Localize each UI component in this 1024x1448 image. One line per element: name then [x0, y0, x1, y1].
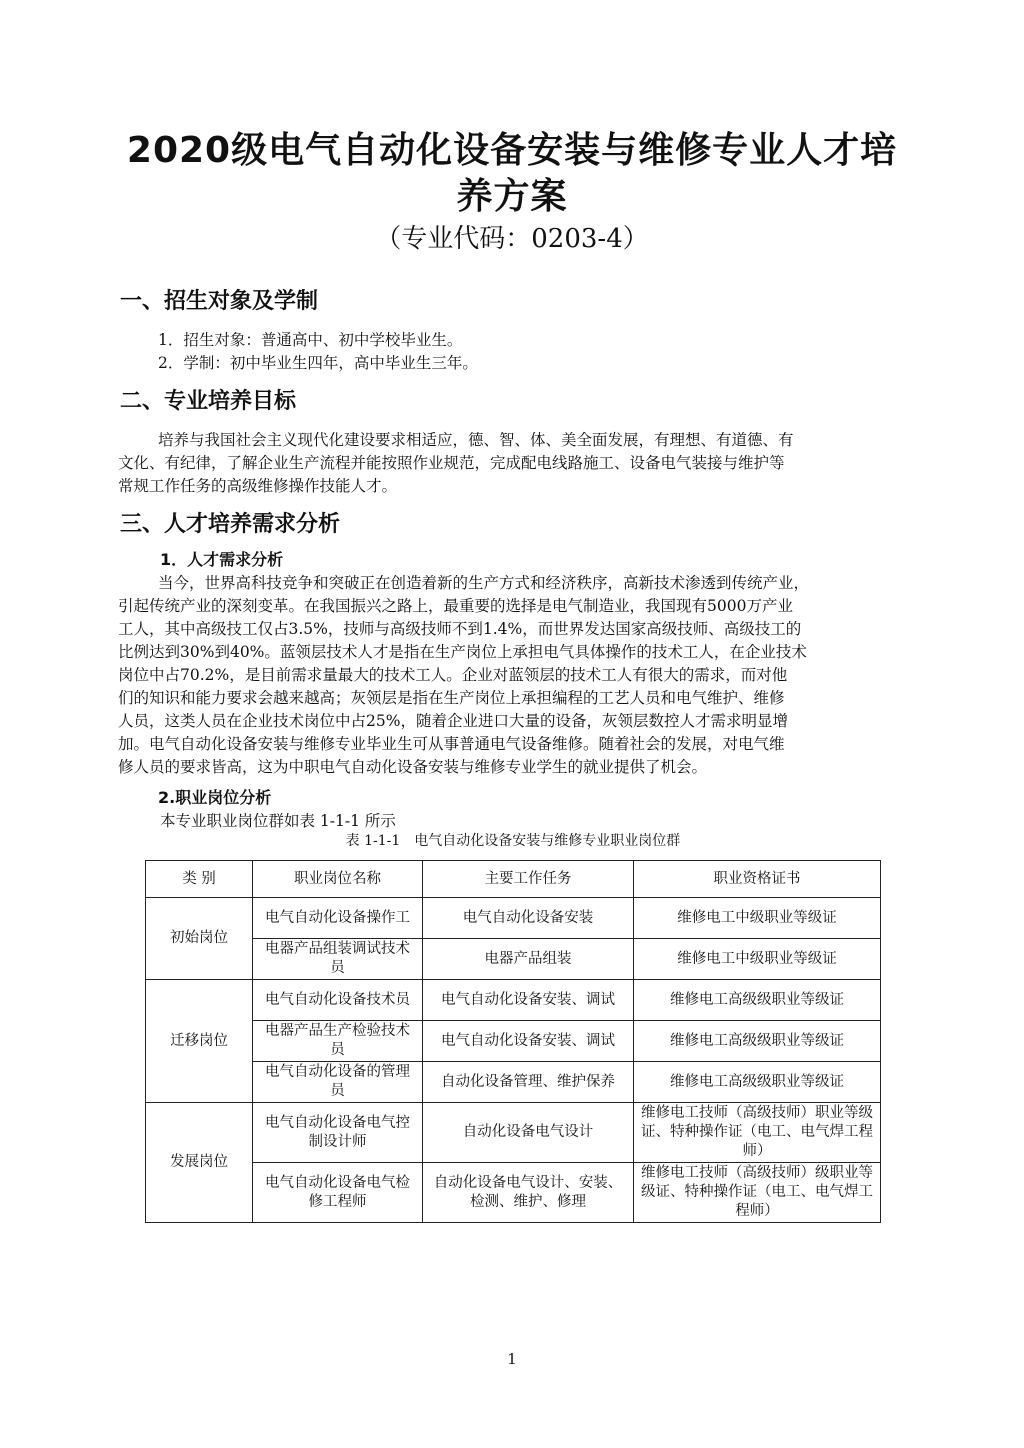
section-1-heading: 一、招生对象及学制 — [120, 289, 319, 314]
certificate-cell: 维修电工技师（高级技师）职业等级证、特种操作证（电工、电气焊工程师） — [634, 1103, 881, 1163]
header-position: 职业岗位名称 — [253, 861, 423, 898]
certificate-cell: 维修电工中级职业等级证 — [634, 939, 881, 980]
table-header-row — [146, 861, 881, 898]
subsection-1-heading: 1．人才需求分析 — [160, 550, 284, 569]
major-code: （专业代码：0203-4） — [375, 224, 649, 254]
position-cell: 电器产品组装调试技术员 — [253, 939, 423, 980]
header-category: 类 别 — [146, 861, 253, 898]
section-2-line-1: 培养与我国社会主义现代化建设要求相适应，德、智、体、美全面发展，有理想、有道德、有 — [158, 431, 794, 449]
title-line-1: 2020级电气自动化设备安装与维修专业人才培 — [126, 130, 898, 171]
table-row — [146, 939, 881, 980]
title-line-2: 养方案 — [456, 176, 568, 217]
task-cell: 自动化设备电气设计 — [423, 1103, 634, 1163]
task-cell: 自动化设备管理、维护保养 — [423, 1062, 634, 1103]
table-row — [146, 1021, 881, 1062]
header-task: 主要工作任务 — [423, 861, 634, 898]
certificate-cell: 维修电工高级级职业等级证 — [634, 1062, 881, 1103]
position-cell: 电气自动化设备的管理员 — [253, 1062, 423, 1103]
section-2-line-2: 文化、有纪律，了解企业生产流程并能按照作业规范，完成配电线路施工、设备电气装接与维护等 — [118, 454, 785, 472]
task-cell: 电器产品组装 — [423, 939, 634, 980]
position-cell: 电气自动化设备操作工 — [253, 898, 423, 939]
job-positions-table — [145, 860, 881, 1223]
paragraph-line-3: 工人，其中高级技工仅占3.5%，技师与高级技师不到1.4%，而世界发达国家高级技师、高级技工的 — [118, 620, 802, 638]
task-cell: 电气自动化设备安装、调试 — [423, 1021, 634, 1062]
paragraph-line-6: 们的知识和能力要求会越来越高；灰领层是指在生产岗位上承担编程的工艺人员和电气维护、维修 — [118, 689, 785, 707]
paragraph-line-8: 加。电气自动化设备安装与维修专业毕业生可从事普通电气设备维修。随着社会的发展，对电气维 — [118, 735, 785, 753]
paragraph-line-9: 修人员的要求皆高，这为中职电气自动化设备安装与维修专业学生的就业提供了机会。 — [118, 758, 708, 776]
subsection-2-heading: 2.职业岗位分析 — [158, 788, 272, 807]
task-cell: 电气自动化设备安装 — [423, 898, 634, 939]
position-cell: 电气自动化设备技术员 — [253, 980, 423, 1021]
section-3-heading: 三、人才培养需求分析 — [120, 512, 341, 537]
section-1-item-1: 1．招生对象：普通高中、初中学校毕业生。 — [158, 331, 463, 349]
position-cell: 电器产品生产检验技术员 — [253, 1021, 423, 1062]
table-row — [146, 898, 881, 939]
section-1-item-2: 2．学制：初中毕业生四年，高中毕业生三年。 — [158, 354, 478, 372]
certificate-cell: 维修电工技师（高级技师）级职业等级证、特种操作证（电工、电气焊工程师） — [634, 1163, 881, 1223]
task-cell: 电气自动化设备安装、调试 — [423, 980, 634, 1021]
paragraph-line-5: 岗位中占70.2%，是目前需求量最大的技术工人。企业对蓝领层的技术工人有很大的需求，而对他 — [118, 666, 788, 684]
category-cell: 初始岗位 — [146, 898, 253, 980]
position-cell: 电气自动化设备电气检修工程师 — [253, 1163, 423, 1223]
certificate-cell: 维修电工高级级职业等级证 — [634, 1021, 881, 1062]
page-number: 1 — [507, 1350, 517, 1368]
section-2-heading: 二、专业培养目标 — [120, 389, 297, 414]
paragraph-line-2: 引起传统产业的深刻变革。在我国振兴之路上，最重要的选择是电气制造业，我国现有5000万产业 — [118, 597, 793, 615]
table-row — [146, 1062, 881, 1103]
task-cell: 自动化设备电气设计、安装、检测、维护、修理 — [423, 1163, 634, 1223]
paragraph-line-7: 人员，这类人员在企业技术岗位中占25%，随着企业进口大量的设备，灰领层数控人才需求明显增 — [118, 712, 788, 730]
category-cell: 发展岗位 — [146, 1103, 253, 1223]
paragraph-line-1: 当今，世界高科技竞争和突破正在创造着新的生产方式和经济秩序，高新技术渗透到传统产业， — [158, 574, 810, 592]
position-cell: 电气自动化设备电气控制设计师 — [253, 1103, 423, 1163]
table-row — [146, 980, 881, 1021]
section-2-line-3: 常规工作任务的高级维修操作技能人才。 — [118, 477, 398, 495]
paragraph-line-4: 比例达到30%到40%。蓝领层技术人才是指在生产岗位上承担电气具体操作的技术工人，在企业技术 — [118, 643, 807, 661]
table-row — [146, 1163, 881, 1223]
table-intro: 本专业职业岗位群如表 1-1-1 所示 — [160, 812, 396, 830]
table-caption: 表 1-1-1 电气自动化设备安装与维修专业职业岗位群 — [345, 833, 681, 849]
header-certificate: 职业资格证书 — [634, 861, 881, 898]
certificate-cell: 维修电工中级职业等级证 — [634, 898, 881, 939]
table-row — [146, 1103, 881, 1163]
category-cell: 迁移岗位 — [146, 980, 253, 1103]
certificate-cell: 维修电工高级级职业等级证 — [634, 980, 881, 1021]
